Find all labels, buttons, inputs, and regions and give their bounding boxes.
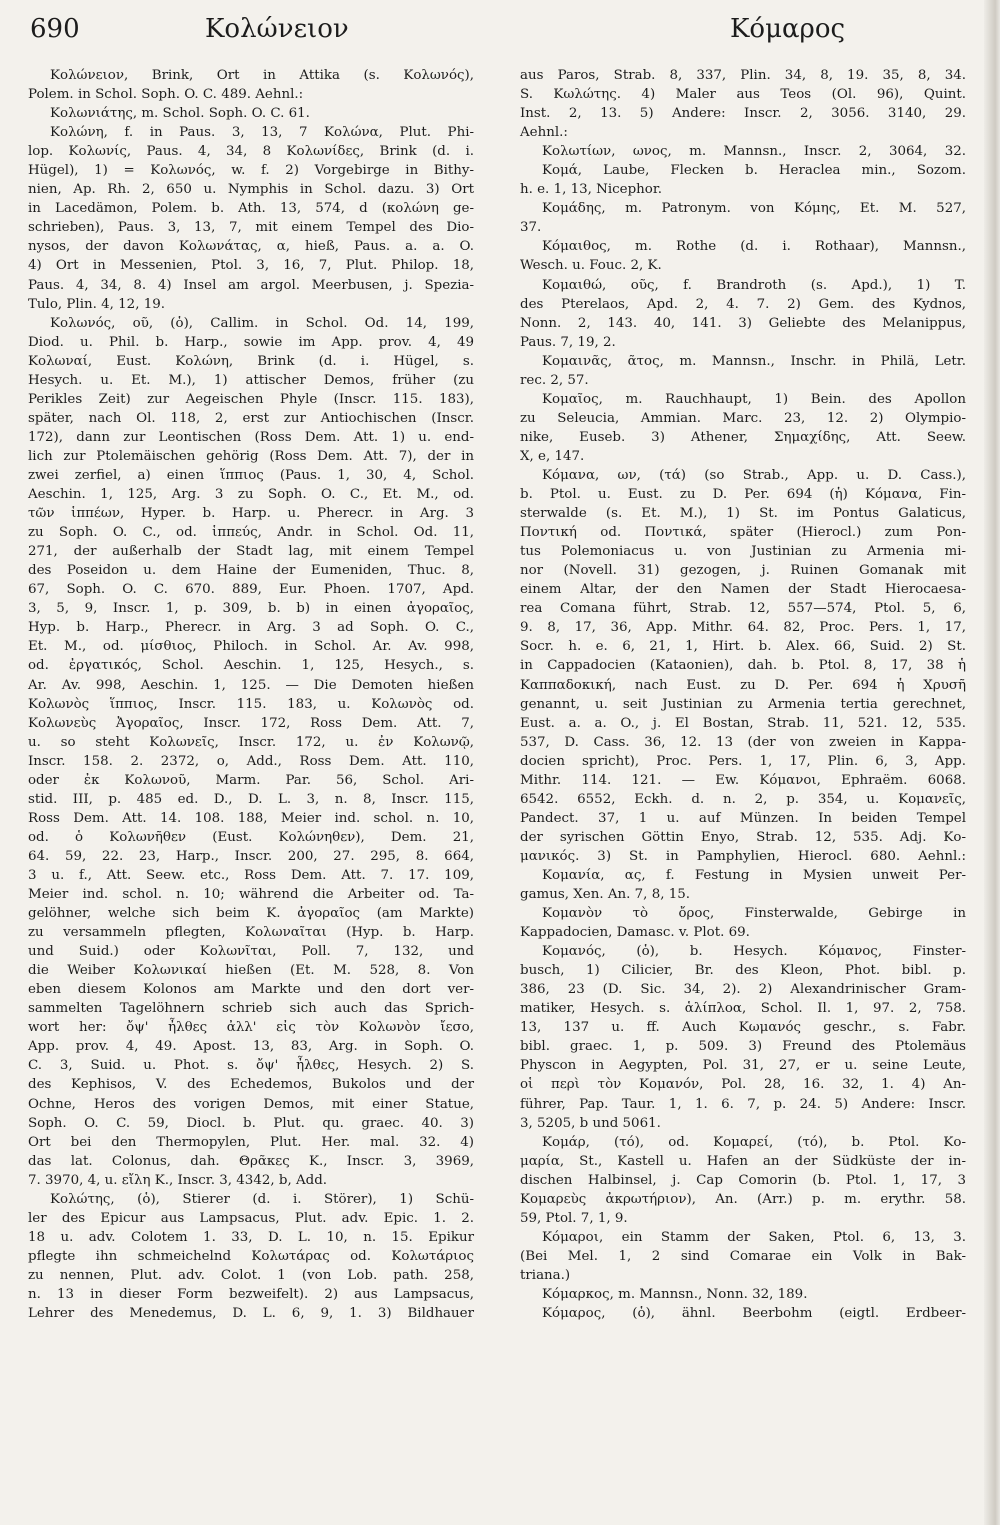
- text-line: eben diesem Kolonos am Markte und den dort ver-: [28, 982, 474, 998]
- left-column: [28, 66, 474, 1323]
- text-line: nor (Novell. 31) gezogen, j. Ruinen Gomanak mit: [520, 563, 966, 579]
- entry-start-line: Κόμαιθος, m. Rothe (d. i. Rothaar), Mannsn.,: [542, 239, 966, 255]
- text-line: genannt, u. seit Justinian zu Armenia tertia gerechnet,: [520, 696, 966, 712]
- text-line: lop. Κολωνίς, Paus. 4, 34, 8 Κολωνίδες, Brink (d. i.: [28, 144, 474, 160]
- text-line: dischen Halbinsel, j. Cap Comorin (b. Ptol. 1, 17, 3: [520, 1172, 966, 1188]
- text-line: οἱ περὶ τὸν Κομανόν, Pol. 28, 16. 32, 1. 4) An-: [520, 1077, 966, 1093]
- guide-word-left: Κολώνειον: [205, 14, 349, 44]
- text-line: 3, 5, 9, Inscr. 1, p. 309, b. b) in einen ἀγοραῖος,: [28, 601, 474, 617]
- text-line: der syrischen Göttin Enyo, Strab. 12, 535. Adj. Κο-: [520, 829, 966, 845]
- page-number: 690: [30, 14, 80, 44]
- text-line: Polem. in Schol. Soph. O. C. 489. Aehnl.:: [28, 87, 304, 103]
- text-line: Lehrer des Menedemus, D. L. 6, 9, 1. 3) Bildhauer: [28, 1306, 474, 1322]
- text-line: Hügel), 1) = Κολωνός, w. f. 2) Vorgebirge in Bithy-: [28, 163, 474, 179]
- text-line: Κολωνὸς ἵππιος, Inscr. 115. 183, u. Κολωνὸς od.: [28, 696, 474, 712]
- text-line: Wesch. u. Fouc. 2, K.: [520, 258, 662, 274]
- entry-start-line: Κομανία, ας, f. Festung in Mysien unweit Per-: [542, 867, 966, 883]
- entry-start-line: Κόμανα, ων, (τά) (so Strab., App. u. D. Cass.),: [542, 467, 966, 483]
- entry-start-line: Κομαινᾶς, ᾶτος, m. Mannsn., Inschr. in Philä, Letr.: [542, 353, 966, 369]
- text-line: Hesych. u. Et. M.), 1) attischer Demos, früher (zu: [28, 372, 474, 388]
- text-line: sterwalde (s. Et. M.), 1) St. im Pontus Galaticus,: [520, 506, 966, 522]
- right-column: [520, 66, 966, 1323]
- page-header: [30, 14, 960, 54]
- text-line: Ποντική od. Ποντικά, später (Hierocl.) zum Pon-: [520, 525, 966, 541]
- text-line: Paus. 4, 34, 8. 4) Insel am argol. Meerbusen, j. Spezia-: [28, 277, 474, 293]
- entry-start-line: Κομανὸν τὸ ὄρος, Finsterwalde, Gebirge in: [542, 906, 966, 922]
- text-line: Ar. Av. 998, Aeschin. 1, 125. — Die Demoten hießen: [28, 677, 474, 693]
- entry-start-line: Κολώνειον, Brink, Ort in Attika (s. Κολωνός),: [50, 68, 474, 83]
- text-line: Soph. O. C. 59, Diocl. b. Plut. qu. graec. 40. 3): [28, 1115, 474, 1131]
- text-line: gamus, Xen. An. 7, 8, 15.: [520, 887, 691, 903]
- text-line: Diod. u. Phil. b. Harp., sowie im App. prov. 4, 49: [28, 334, 474, 350]
- text-line: zu Seleucia, Ammian. Marc. 23, 12. 2) Olympio-: [520, 410, 966, 426]
- text-line: od. ἐργατικός, Schol. Aeschin. 1, 125, Hesych., s.: [28, 658, 474, 674]
- text-line: Physcon in Aegypten, Pol. 31, 27, er u. seine Leute,: [520, 1058, 966, 1074]
- text-line: aus Paros, Strab. 8, 337, Plin. 34, 8, 19. 35, 8, 34.: [520, 68, 966, 83]
- text-line: wort her: ὄψ' ἦλθες ἀλλ' εἰς τὸν Κολωνὸν ἴεσο,: [28, 1020, 474, 1036]
- entry-start-line: Κομαῖος, m. Rauchhaupt, 1) Bein. des Apollon: [542, 391, 966, 407]
- text-line: Inst. 2, 13. 5) Andere: Inscr. 2, 3056. 3140, 29.: [520, 106, 966, 122]
- text-line: nysos, der davon Κολωνάτας, α, hieß, Paus. a. a. O.: [28, 239, 474, 255]
- text-line: 386, 23 (D. Sic. 34, 2). 2) Alexandrinischer Gram-: [520, 982, 966, 998]
- text-line: in Lacedämon, Polem. b. Ath. 13, 574, d (κολώνη ge-: [28, 201, 474, 217]
- text-line: rec. 2, 57.: [520, 372, 589, 388]
- text-line: rea Comana führt, Strab. 12, 557—574, Ptol. 5, 6,: [520, 601, 966, 617]
- entry-start-line: Κόμαρος, (ὁ), ähnl. Beerbohm (eigtl. Erdbeer-: [542, 1306, 966, 1322]
- text-line: schrieben), Paus. 3, 13, 7, mit einem Tempel des Dio-: [28, 220, 474, 236]
- text-line: 4) Ort in Messenien, Ptol. 3, 16, 7, Plut. Philop. 18,: [28, 258, 474, 274]
- entry-start-line: Κόμαρκος, m. Mannsn., Nonn. 32, 189.: [542, 1287, 808, 1302]
- text-line: τῶν ἱππέων, Hyper. b. Harp. u. Pherecr. in Arg. 3: [28, 506, 474, 522]
- text-line: 37.: [520, 220, 542, 236]
- text-line: matiker, Hesych. s. ἁλίπλοα, Schol. Il. 1, 97. 2, 758.: [520, 1001, 966, 1017]
- text-line: 64. 59, 22. 23, Harp., Inscr. 200, 27. 295, 8. 664,: [28, 848, 474, 864]
- text-line: lich zur Ptolemäischen gehörig (Ross Dem. Att. 7), der in: [28, 448, 474, 464]
- text-line: 7. 3970, 4, u. εἴλη K., Inscr. 3, 4342, b, Add.: [28, 1172, 328, 1188]
- text-line: 13, 137 u. ff. Auch Κωμανός geschr., s. Fabr.: [520, 1020, 966, 1036]
- text-line: Inscr. 158. 2. 2372, o, Add., Ross Dem. Att. 110,: [28, 753, 474, 769]
- text-line: busch, 1) Cilicier, Br. des Kleon, Phot. bibl. p.: [520, 963, 966, 979]
- text-line: Et. M., od. μίσθιος, Philoch. in Schol. Ar. Av. 998,: [28, 639, 474, 655]
- entry-start-line: Κολωνός, οῦ, (ὁ), Callim. in Schol. Od. 14, 199,: [50, 315, 474, 331]
- text-line: nien, Ap. Rh. 2, 650 u. Nymphis in Schol. dazu. 3) Ort: [28, 182, 474, 198]
- text-line: C. 3, Suid. u. Phot. s. ὄψ' ἦλθες, Hesych. 2) S.: [28, 1058, 474, 1074]
- text-line: 537, D. Cass. 36, 12. 13 (der von zweien in Kappa-: [520, 734, 966, 750]
- text-line: das lat. Colonus, dah. Θρᾶκες K., Inscr. 3, 3969,: [28, 1153, 474, 1169]
- text-line: triana.): [520, 1267, 571, 1283]
- text-line: Aeschin. 1, 125, Arg. 3 zu Soph. O. C., Et. M., od.: [28, 487, 474, 503]
- text-line: sammelten Tagelöhnern schrieb sich auch das Sprich-: [28, 1001, 474, 1017]
- entry-start-line: Κολωτίων, ωνος, m. Mannsn., Inscr. 2, 3064, 32.: [542, 144, 966, 160]
- text-line: μαρία, St., Kastell u. Hafen an der Südküste der in-: [520, 1153, 966, 1169]
- text-line: tus Polemoniacus u. von Justinian zu Armenia mi-: [520, 544, 966, 560]
- text-line: 18 u. adv. Colotem 1. 33, D. L. 10, n. 15. Epikur: [28, 1229, 474, 1245]
- text-line: Mithr. 114. 121. — Ew. Κόμανοι, Ephraëm. 6068.: [520, 772, 966, 788]
- text-line: gelöhner, welche sich beim K. ἀγοραῖος (am Markte): [28, 906, 474, 922]
- entry-start-line: Κομάρ, (τό), od. Κομαρεί, (τό), b. Ptol. Κο-: [542, 1134, 966, 1150]
- text-line: Tulo, Plin. 4, 12, 19.: [28, 296, 166, 312]
- text-line: 172), dann zur Leontischen (Ross Dem. Att. 1) u. end-: [28, 429, 474, 445]
- text-line: zu nennen, Plut. adv. Colot. 1 (von Lob. path. 258,: [28, 1267, 474, 1283]
- text-line: 3 u. f., Att. Seew. etc., Ross Dem. Att. 7. 17. 109,: [28, 867, 474, 883]
- text-line: einem Altar, der den Namen der Stadt Hierocaesa-: [520, 582, 966, 598]
- entry-start-line: Κομαιθώ, οῦς, f. Brandroth (s. Apd.), 1) T.: [542, 277, 966, 293]
- text-line: Hyp. b. Harp., Pherecr. in Arg. 3 ad Soph. O. C.,: [28, 620, 474, 636]
- text-line: (Bei Mel. 1, 2 sind Comarae ein Volk in Bak-: [520, 1248, 966, 1264]
- text-line: Κολωναί, Eust. Κολώνη, Brink (d. i. Hügel, s.: [28, 353, 474, 369]
- text-line: die Weiber Κολωνικαί hießen (Et. M. 528, 8. Von: [28, 963, 474, 979]
- text-line: Aehnl.:: [520, 125, 568, 141]
- entry-start-line: Κολώνη, f. in Paus. 3, 13, 7 Κολώνα, Plut. Phi-: [50, 125, 474, 141]
- text-line: oder ἐκ Κολωνοῦ, Marm. Par. 56, Schol. Ari-: [28, 772, 474, 788]
- text-line: App. prov. 4, 49. Apost. 13, 83, Arg. in Soph. O.: [28, 1039, 474, 1055]
- entry-start-line: Κόμαροι, ein Stamm der Saken, Ptol. 6, 13, 3.: [542, 1229, 966, 1245]
- text-line: 3, 5205, b und 5061.: [520, 1115, 661, 1131]
- text-line: in Cappadocien (Kataonien), dah. b. Ptol. 8, 17, 38 ἡ: [520, 658, 966, 674]
- text-line: bibl. graec. 1, p. 509. 3) Freund des Ptolemäus: [520, 1039, 966, 1055]
- text-line: S. Κωλώτης. 4) Maler aus Teos (Ol. 96), Quint.: [520, 87, 966, 103]
- text-line: 59, Ptol. 7, 1, 9.: [520, 1210, 628, 1226]
- text-line: Paus. 7, 19, 2.: [520, 334, 616, 350]
- text-line: pflegte ihn schmeichelnd Κολωτάρας od. Κολωτάριος: [28, 1248, 474, 1264]
- entry-start-line: Κολωνιάτης, m. Schol. Soph. O. C. 61.: [50, 106, 310, 122]
- text-line: stid. III, p. 485 ed. D., D. L. 3, n. 8, Inscr. 115,: [28, 791, 474, 807]
- text-line: b. Ptol. u. Eust. zu D. Per. 694 (ἡ) Κόμανα, Fin-: [520, 487, 966, 503]
- text-line: 9. 8, 17, 36, App. Mithr. 64. 82, Proc. Pers. 1, 17,: [520, 620, 966, 636]
- text-line: Meier ind. schol. n. 10; während die Arbeiter od. Ta-: [28, 887, 474, 903]
- text-line: zu Soph. O. C., od. ἱππεύς, Andr. in Schol. Od. 11,: [28, 525, 474, 541]
- text-line: des Kephisos, V. des Echedemos, Bukolos und der: [28, 1077, 474, 1093]
- entry-start-line: Κολώτης, (ὁ), Stierer (d. i. Störer), 1) Schü-: [50, 1191, 474, 1207]
- text-line: zwei zerfiel, a) einen ἵππιος (Paus. 1, 30, 4, Schol.: [28, 467, 474, 483]
- entry-start-line: Κομανός, (ὁ), b. Hesych. Κόμανος, Finster-: [542, 944, 966, 960]
- text-line: Ort bei den Thermopylen, Plut. Her. mal. 32. 4): [28, 1134, 474, 1150]
- text-line: n. 13 in dieser Form bezweifelt). 2) aus Lampsacus,: [28, 1287, 474, 1302]
- text-line: ler des Epicur aus Lampsacus, Plut. adv. Epic. 1. 2.: [28, 1210, 474, 1226]
- text-line: h. e. 1, 13, Nicephor.: [520, 182, 663, 198]
- text-line: u. so steht Κολωνεῖς, Inscr. 172, u. ἐν Κολωνῷ,: [28, 734, 474, 750]
- text-line: Nonn. 2, 143. 40, 141. 3) Geliebte des Melanippus,: [520, 315, 966, 331]
- text-line: 271, der außerhalb der Stadt lag, mit einem Tempel: [28, 544, 474, 560]
- text-line: docien spricht), Proc. Pers. 1, 17, Plin. 6, 3, App.: [520, 753, 966, 769]
- text-line: Perikles Zeit) zur Aegeischen Phyle (Inscr. 115. 183),: [28, 391, 474, 407]
- text-line: Ross Dem. Att. 14. 108. 188, Meier ind. schol. n. 10,: [28, 810, 474, 826]
- text-line: nike, Euseb. 3) Athener, Σημαχίδης, Att. Seew.: [520, 429, 966, 445]
- page-edge-shadow: [984, 0, 1000, 1525]
- text-line: od. ὁ Κολωνῆθεν (Eust. Κολώνηθεν), Dem. 21,: [28, 829, 474, 845]
- text-line: später, nach Ol. 118, 2, erst zur Antiochischen (Inscr.: [28, 410, 474, 426]
- text-line: Κομαρεὺς ἀκρωτήριον), An. (Arr.) p. m. erythr. 58.: [520, 1191, 966, 1207]
- text-line: zu versammeln pflegten, Κολωναῖται (Hyp. b. Harp.: [28, 925, 474, 941]
- text-line: 6542. 6552, Eckh. d. n. 2, p. 354, u. Κομανεῖς,: [520, 791, 966, 807]
- text-line: μανικός. 3) St. in Pamphylien, Hierocl. 680. Aehnl.:: [520, 848, 966, 864]
- text-line: Καππαδοκική, nach Eust. zu D. Per. 694 ἡ Χρυσῆ: [520, 677, 966, 693]
- text-line: Κολωνεὺς Ἀγοραῖος, Inscr. 172, Ross Dem. Att. 7,: [28, 715, 474, 731]
- text-line: und Suid.) oder Κολωνῖται, Poll. 7, 132, und: [28, 944, 474, 960]
- text-line: Pandect. 37, 1 u. auf Münzen. In beiden Tempel: [520, 810, 966, 826]
- text-line: Ochne, Heros des vorigen Demos, mit einer Statue,: [28, 1096, 474, 1112]
- text-line: führer, Pap. Taur. 1, 1. 6. 7, p. 24. 5) Andere: Inscr.: [520, 1096, 966, 1112]
- entry-start-line: Κομά, Laube, Flecken b. Heraclea min., Sozom.: [542, 163, 966, 179]
- text-line: Eust. a. a. O., j. El Bostan, Strab. 11, 521. 12, 535.: [520, 715, 966, 731]
- entry-start-line: Κομάδης, m. Patronym. von Κόμης, Et. M. 527,: [542, 201, 966, 217]
- text-line: des Poseidon u. dem Haine der Eumeniden, Thuc. 8,: [28, 563, 474, 579]
- text-line: des Pterelaos, Apd. 2, 4. 7. 2) Gem. des Kydnos,: [520, 296, 966, 312]
- text-line: 67, Soph. O. C. 670. 889, Eur. Phoen. 1707, Apd.: [28, 582, 474, 598]
- text-line: Socr. h. e. 6, 21, 1, Hirt. b. Alex. 66, Suid. 2) St.: [520, 639, 966, 655]
- text-line: Kappadocien, Damasc. v. Plot. 69.: [520, 925, 750, 941]
- guide-word-right: Κόμαρος: [730, 14, 846, 44]
- text-line: X, e, 147.: [520, 448, 585, 464]
